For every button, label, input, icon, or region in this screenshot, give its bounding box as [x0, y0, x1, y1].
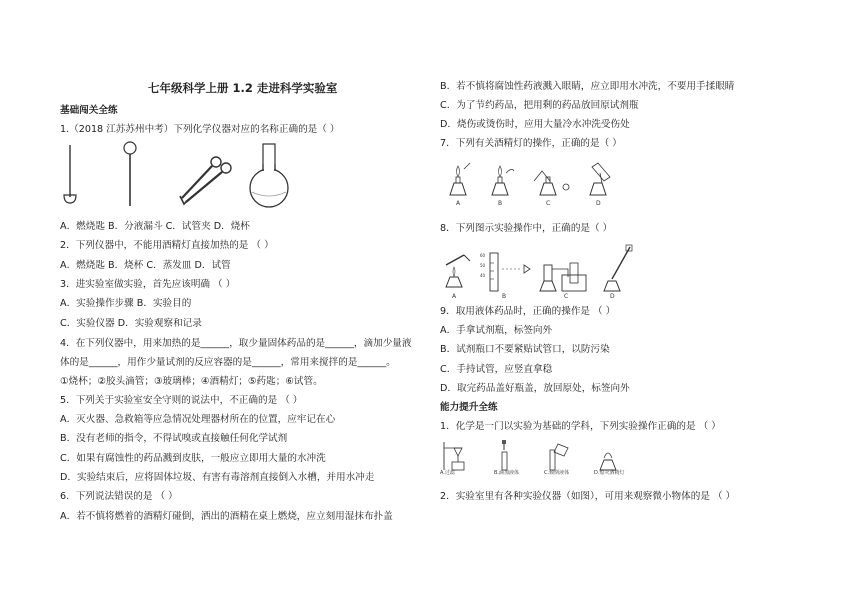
question-9: 9．取用液体药品时，正确的操作是 （ ）: [440, 306, 616, 317]
caption-pouring-liquid: C.倾倒液体: [544, 470, 570, 476]
question-6-option-a: A．若不慎将燃着的酒精灯碰倒，洒出的酒精在桌上燃烧，应立刻用湿抹布扑盖: [60, 511, 393, 522]
question-2: 2．下列仪器中，不能用酒精灯直接加热的是 （ ）: [60, 240, 274, 251]
svg-text:D: D: [610, 293, 615, 299]
question-1: 1.（2018 江苏苏州中考）下列化学仪器对应的名称正确的是（ ）: [60, 124, 340, 135]
question-5-option-c: C．如果有腐蚀性的药品溅到皮肤，一般应立即用大量的水冲洗: [60, 453, 326, 464]
lab-operation-figures-p1: [440, 440, 650, 474]
question-9-option-a: A．手拿试剂瓶，标签向外: [440, 325, 553, 336]
svg-text:C: C: [546, 200, 551, 207]
svg-text:B: B: [498, 200, 503, 207]
advanced-question-2: 2．实验室里有各种实验仪器（如图），可用来观察微小物体的是 （ ）: [440, 491, 736, 502]
question-8: 8．下列图示实验操作中，正确的是（ ）: [440, 223, 613, 234]
combustion-spoon-figure: [58, 143, 82, 207]
svg-text:A: A: [452, 293, 457, 299]
section-heading-advanced: 能力提升全练: [440, 402, 498, 413]
advanced-question-1: 1．化学是一门以实验为基础的学科，下列实验操作正确的是 （ ）: [440, 421, 721, 432]
question-3-options-cd: C．实验仪器 D．实验观察和记录: [60, 318, 202, 329]
flask-figure: [246, 142, 292, 210]
question-4-line-1: 4．在下列仪器中，用来加热的是______，取少量固体药品的是______，滴加少量液: [60, 338, 412, 349]
question-5-option-b: B．没有老师的指令，不得试嗅或直接触任何化学试剂: [60, 433, 288, 444]
question-5-option-d: D．实验结束后，应将固体垃圾、有害有毒溶剂直接倒入水槽，并用水冲走: [60, 472, 375, 483]
test-tube-clamp-figure: [176, 152, 234, 206]
svg-text:50: 50: [480, 263, 486, 268]
svg-text:B: B: [502, 293, 507, 299]
svg-text:40: 40: [480, 273, 486, 278]
section-heading-basic: 基础闯关全练: [60, 105, 118, 116]
svg-text:60: 60: [480, 253, 486, 258]
separatory-funnel-figure: [118, 140, 142, 210]
question-3-options-ab: A．实验操作步骤 B．实验目的: [60, 298, 192, 309]
question-5: 5．下列关于实验室安全守则的说法中，不正确的是 （ ）: [60, 395, 303, 406]
question-5-option-a: A．灭火器、急救箱等应急情况处理器材所在的位置，应牢记在心: [60, 414, 336, 425]
question-6-option-d: D．烧伤或烫伤时，应用大量冷水冲洗受伤处: [440, 119, 630, 130]
svg-text:A: A: [456, 200, 461, 207]
question-4-line-2: 体的是______，用作少量试剂的反应容器的是______，常用来搅拌的是______。: [60, 357, 396, 368]
question-4-line-3: ①烧杯；②胶头滴管；③玻璃棒；④酒精灯；⑤药匙；⑥试管。: [60, 376, 323, 387]
svg-text:C: C: [564, 293, 569, 299]
caption-dropping-liquid: B.滴加液体: [494, 470, 520, 476]
question-9-option-b: B．试剂瓶口不要紧贴试管口，以防污染: [440, 344, 610, 355]
lab-operation-figures-q8: [440, 243, 640, 299]
question-9-option-c: C．手持试管，应竖直拿稳: [440, 364, 553, 375]
question-9-option-d: D．取完药品盖好瓶盖，放回原处，标签向外: [440, 383, 630, 394]
svg-text:D: D: [596, 200, 601, 207]
caption-filtration: A.过滤: [440, 470, 455, 476]
question-6-option-c: C．为了节约药品，把用剩的药品放回原试剂瓶: [440, 100, 639, 111]
caption-extinguishing-lamp: D.熄灭酒精灯: [594, 470, 625, 476]
page-title: 七年级科学上册 1.2 走进科学实验室: [148, 81, 338, 95]
alcohol-lamp-figures-q7: [440, 157, 620, 207]
question-3: 3．进实验室做实验，首先应该明确 （ ）: [60, 279, 236, 290]
question-1-options: A．燃烧匙 B．分液漏斗 C．试管夹 D．烧杯: [60, 221, 250, 232]
question-2-options: A．燃烧匙 B．烧杯 C．蒸发皿 D．试管: [60, 260, 231, 271]
question-6: 6．下列说法错误的是 （ ）: [60, 491, 178, 502]
question-7: 7．下列有关酒精灯的操作，正确的是（ ）: [440, 138, 622, 149]
question-6-option-b: B．若不慎将腐蚀性药液溅入眼睛，应立即用水冲洗，不要用手揉眼睛: [440, 81, 735, 92]
